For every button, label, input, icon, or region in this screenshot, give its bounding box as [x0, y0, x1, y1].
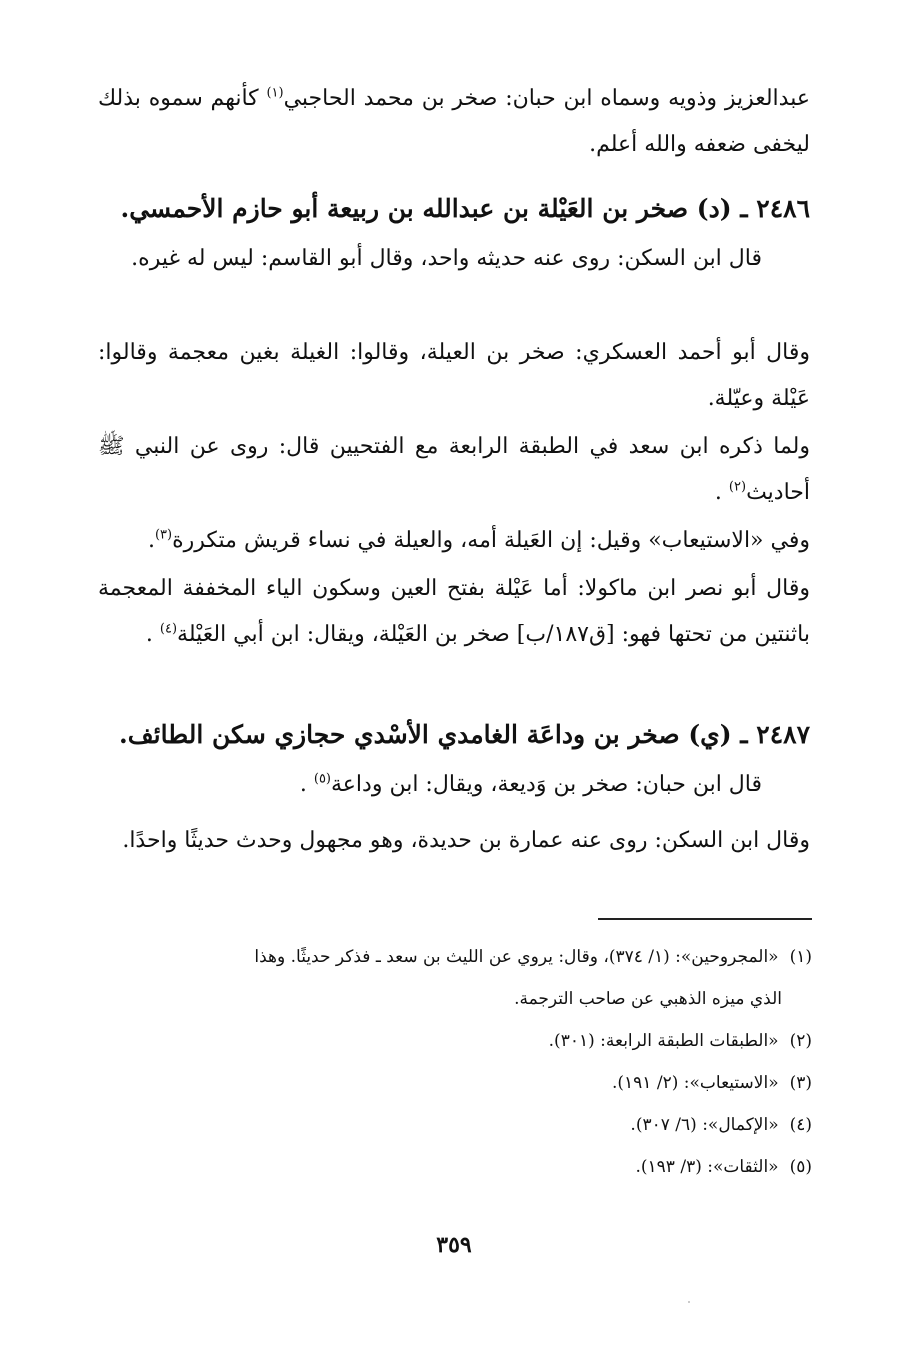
paragraph-end-mark: .	[714, 480, 722, 505]
footnote-2	[98, 1020, 812, 1062]
paragraph-text: ولما ذكره ابن سعد في الطبقة الرابعة مع الفتحيين قال: روى عن النبي ﷺ أحاديث	[98, 434, 810, 505]
footnote-4	[98, 1104, 812, 1146]
footnote-divider	[598, 918, 812, 920]
paragraph-end-mark: .	[145, 622, 153, 647]
page-number: ٣٥٩	[436, 1232, 472, 1258]
footnote-marker: (٢)	[789, 1031, 812, 1051]
entry-heading-2486: ٢٤٨٦ ـ (د) صخر بن العَيْلة بن عبدالله بن ربيعة أبو حازم الأحمسي.	[120, 194, 810, 223]
footnote-marker: (٣)	[789, 1073, 812, 1093]
footnote-text: «الإكمال»: (٦/ ٣٠٧).	[630, 1115, 779, 1135]
paragraph-text: وفي «الاستيعاب» وقيل: إن العَيلة أمه، والعيلة في نساء قريش متكررة	[172, 528, 810, 553]
footnote-text: «الطبقات الطبقة الرابعة: (٣٠١).	[548, 1031, 779, 1051]
paragraph-continuation	[98, 76, 810, 168]
paragraph-askari: وقال أبو أحمد العسكري: صخر بن العيلة، وقالوا: الغيلة بغين معجمة وقالوا: عَيْلة وعيّلة.	[98, 340, 810, 411]
footnote-1-continuation: الذي ميزه الذهبي عن صاحب الترجمة.	[514, 989, 782, 1009]
footnote-ref-4: (٤)	[159, 621, 178, 637]
footnote-3	[98, 1062, 812, 1104]
footnote-marker: (٥)	[789, 1157, 812, 1177]
footnote-ref-1: (١)	[266, 85, 284, 101]
paragraph-end-mark: .	[147, 528, 155, 553]
entry-heading-2487: ٢٤٨٧ ـ (ي) صخر بن وداعَة الغامدي الأسْدي حجازي سكن الطائف.	[119, 720, 810, 749]
paragraph-ibn-saad	[98, 424, 810, 516]
paragraph-text: قال ابن حبان: صخر بن وَديعة، ويقال: ابن وداعة	[331, 772, 762, 797]
footnote-text: «المجروحين»: (١/ ٣٧٤)، وقال: يروي عن الليث بن سعد ـ فذكر حديثًا. وهذا	[254, 947, 779, 967]
paragraph-ibn-sakan-2: وقال ابن السكن: روى عنه عمارة بن حديدة، وهو مجهول وحدث حديثًا واحدًا.	[122, 828, 810, 853]
paragraph-text-cont: كأنهم سموه بذلك ليخفى ضعفه والله أعلم.	[98, 86, 810, 157]
paragraph-ibn-sakan: قال ابن السكن: روى عنه حديثه واحد، وقال أبو القاسم: ليس له غيره.	[131, 246, 762, 271]
paragraph-istiab	[98, 518, 810, 564]
footnotes-section	[98, 936, 812, 1188]
footnote-ref-5: (٥)	[313, 771, 331, 787]
footnote-marker: (١)	[789, 947, 812, 967]
paragraph-text: وقال أبو نصر ابن ماكولا: أما عَيْلة بفتح العين وسكون الياء المخففة المعجمة باثنتين من تحتها فهو: [ق١٨٧/ب] صخر بن العَيْلة، ويقال: ابن أبي العَيْلة	[98, 576, 810, 647]
footnote-marker: (٤)	[789, 1115, 812, 1135]
footnote-5	[98, 1146, 812, 1188]
paragraph-text: عبدالعزيز وذويه وسماه ابن حبان: صخر بن محمد الحاجبي	[283, 86, 810, 111]
footnote-ref-3: (٣)	[154, 527, 173, 543]
footnote-text: «الاستيعاب»: (٢/ ١٩١).	[611, 1073, 779, 1093]
paragraph-end-mark: .	[299, 772, 307, 797]
paragraph-ibn-hibban	[98, 762, 810, 808]
paragraph-ibn-makula	[98, 566, 810, 658]
footnote-1	[98, 936, 812, 978]
scan-speck	[688, 1301, 690, 1303]
footnote-ref-2: (٢)	[728, 479, 747, 495]
footnote-text: «الثقات»: (٣/ ١٩٣).	[635, 1157, 779, 1177]
